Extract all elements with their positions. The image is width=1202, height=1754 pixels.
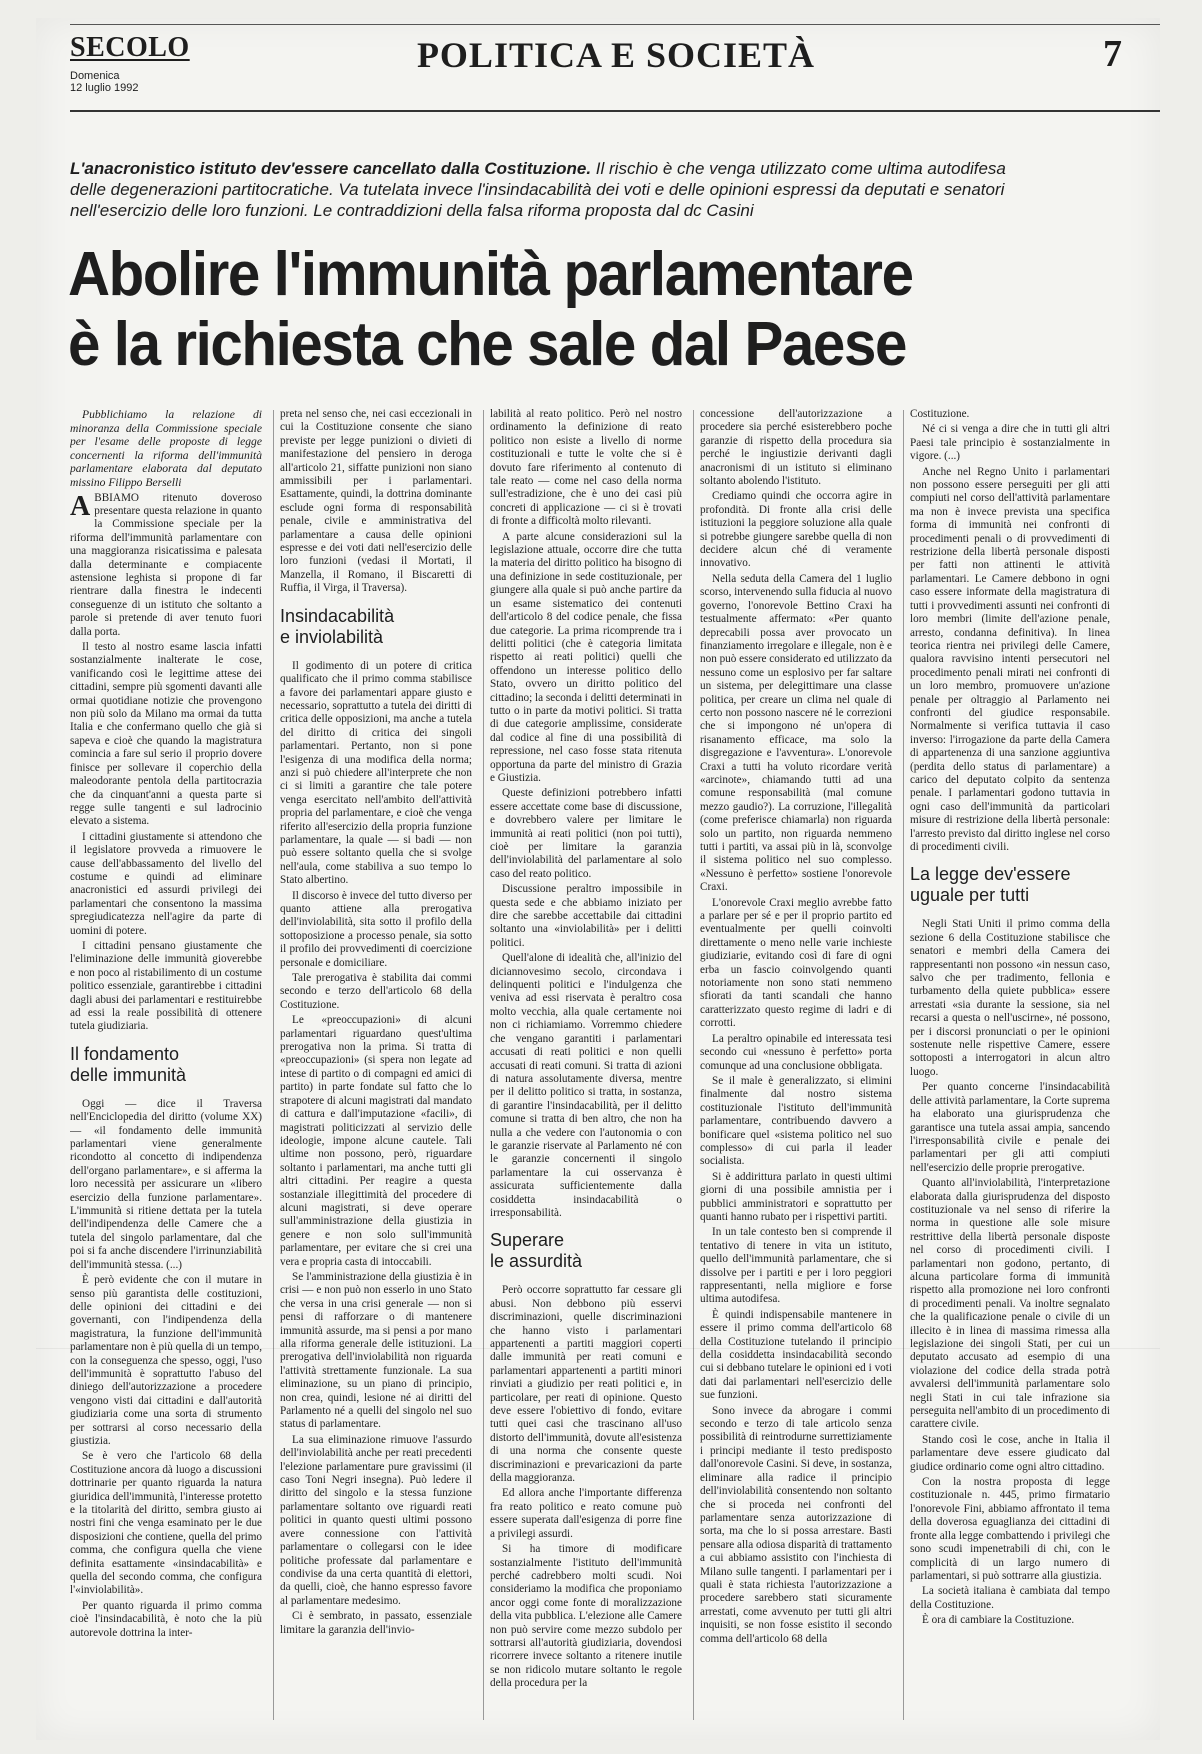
article-paragraph: La sua eliminazione rimuove l'assurdo dell'inviolabilità anche per reati precedenti l'elezione parlamentare pure gravissimi (il caso Toni Negri insegna). Può ledere il diritto del singolo e la stessa funzione parlamentare soltanto ove riguardi reati politici in quanto questi ultimi possono avere connessione con l'attività parlamentare o collegarsi con le idee politiche professate dal parlamentare e condivise da una certa quantità di elettori, da quelli, cioè, che hanno espresso favore al parlamentare medesimo. <box>280 1433 472 1607</box>
article-paragraph: Se l'amministrazione della giustizia è in crisi — e non può non esserlo in uno Stato che versa in una crisi generale — non si pensi di rafforzare o di mantenere immunità assurde, ma si pensi a por mano alla riforma generale delle istituzioni. La prerogativa dell'inviolabilità non riguarda l'attività strettamente funzionale. La sua eliminazione, su un piano di principio, non crea, quindi, lesione né ai diritti del Parlamento né a quelli del singolo nel suo status di parlamentare. <box>280 1270 472 1431</box>
article-paragraph: I cittadini giustamente si attendono che il legislatore provveda a rimuovere le cause dell'abbassamento del livello del costume e quindi ad eliminare anacronistici ed assurdi privilegi dei parlamentari che consentono la massima spregiudicatezza nell'agire da parte di uomini di potere. <box>70 830 262 937</box>
column-rule <box>483 410 484 1720</box>
page-number: 7 <box>1103 33 1122 75</box>
subheading-line: Insindacabilità <box>280 605 395 626</box>
subheading-line: delle immunità <box>70 1064 187 1085</box>
article-paragraph: Ed allora anche l'importante differenza fra reato politico e reato comune può essere superata dall'esigenza di porre fine a privilegi assurdi. <box>490 1487 682 1540</box>
article-paragraph: labilità al reato politico. Però nel nostro ordinamento la definizione di reato politico non esiste a livello di norme costituzionali e tutte le volte che si è dovuto fare riferimento al contenuto di tale reato — come nel caso della norma sull'estradizione, che è uno dei casi più concreti di applicazione — ci si è trovati di fronte a difficoltà molto rilevanti. <box>490 408 682 528</box>
article-paragraph: L'onorevole Craxi meglio avrebbe fatto a parlare per sé e per il proprio partito ed eventualmente per quelli coinvolti direttamente o meno nelle varie inchieste giudiziarie, evitando così di fare di ogni erba un fascio coinvolgendo quanti notoriamente non sono stati nemmeno sfiorati da tanti scandali che hanno caratterizzato questo regime di ladri e di corrotti. <box>700 896 892 1030</box>
article-paragraph: Il testo al nostro esame lascia infatti sostanzialmente inalterate le cose, vanificando così le legittime attese dei cittadini, sempre più sgomenti davanti alle ormai quotidiane notizie che provengono non più solo da Milano ma ormai da tutta Italia e che confermano quello che già si sapeva e cioè che quando la magistratura comincia a fare sul serio il proprio dovere finisce per sollevare il coperchio della maleodorante pentola della partitocrazia che da cinquant'anni a questa parte si regge sulle tangenti e sul ladrocinio elevato a sistema. <box>70 641 262 828</box>
article-column-2 <box>280 408 472 1726</box>
article-paragraph: Però occorre soprattutto far cessare gli abusi. Non debbono più esservi discriminazioni, quelle discriminazioni che hanno visto i parlamentari appartenenti a partiti maggiori coperti dalle immunità per reati comuni e parlamentari appartenenti a partiti minori rinviati a giudizio per reati politici e, in particolare, per reati di opinione. Questo deve essere l'obiettivo di fondo, evitare tutti quei casi che trascinano all'uso distorto dell'immunità, dovute all'esistenza di una norma che consente queste discriminazioni e prevaricazioni da parte della maggioranza. <box>490 1284 682 1485</box>
article-paragraph: Nella seduta della Camera del 1 luglio scorso, intervenendo sulla fiducia al nuovo governo, l'onorevole Bettino Craxi ha testualmente affermato: «Per quanto deprecabili possa aver provocato un finanziamento irregolare e illegale, non è e non può essere considerato ed utilizzato da nessuno come un esplosivo per far saltare un sistema, per delegittimare una classe politica, per creare un clima nel quale di certo non possono nascere né le correzioni che si impongono né un'opera di risanamento efficace, ma solo la disgregazione e l'avventura». L'onorevole Craxi a tutti ha voluto ricordare verità «arcinote», chiamando tutti ad una comune responsabilità (mal comune mezzo gaudio?). La corruzione, l'illegalità (come preferisce chiamarla) non riguarda solo un partito, non riguarda nemmeno tutti i partiti, va assai più in là, sconvolge il sistema politico nel suo complesso. «Nessuno è perfetto» sostiene l'onorevole Craxi. <box>700 572 892 894</box>
article-intro: Pubblichiamo la relazione di minoranza della Commissione speciale per l'esame delle proposte di legge concernenti la riforma dell'immunità parlamentare elaborata dal deputato missino Filippo Berselli <box>70 408 262 489</box>
subheading-line: uguale per tutti <box>910 885 1030 906</box>
article-paragraph: preta nel senso che, nei casi eccezionali in cui la Costituzione consente che siano previste per legge punizioni o divieti di manifestazione del pensiero in deroga all'articolo 21, siffatte punizioni non siano ammissibili per i parlamentari. Esattamente, quindi, la dottrina dominante esclude ogni forma di responsabilità penale, civile e amministrativa del parlamentare a causa delle opinioni espresse e dei voti dati nell'esercizio delle loro funzioni (vedasi il Mortati, il Manzella, il Romano, il Biscaretti di Ruffia, il Virga, il Traversa). <box>280 408 472 595</box>
article-paragraph: A parte alcune considerazioni sul la legislazione attuale, occorre dire che tutta la materia del diritto politico ha bisogno di una definizione in sede costituzionale, per giungere alla quale si può anche partire da un esame sistematico dei contenuti dell'articolo 8 del codice penale, che fissa due categorie. La prima ricomprende tra i delitti politici (che è categoria limitata rispetto ai reati politici) quelli che offendono un interesse politico dello Stato, ovvero un diritto politico del cittadino; la seconda i delitti determinati in tutto o in parte da motivi politici. Si tratta di due categorie amplissime, considerate dal codice al fine di una possibilità di repressione, nel caso fosse stata ritenuta opportuna da parte del ministro di Grazia e Giustizia. <box>490 530 682 784</box>
article-paragraph: Se il male è generalizzato, si elimini finalmente dal nostro sistema costituzionale l'istituto dell'immunità parlamentare, contribuendo davvero a bonificare quel «sistema politico nel suo complesso» di cui parla il leader socialista. <box>700 1074 892 1168</box>
column-rule <box>693 410 694 1720</box>
article-paragraph: Anche nel Regno Unito i parlamentari non possono essere perseguiti per gli atti compiuti nel corso dell'attività parlamentare ma non è invece prevista una specifica forma di immunità nei confronti di procedimenti penali o di provvedimenti di restrizione della libertà personale disposti per fatti non attinenti le attività parlamentari. Le Camere debbono in ogni caso essere informate della magistratura di tutti i provvedimenti assunti nei confronti di loro membri (limite dell'azione penale, arresto, condanna definitiva). In linea teorica rientra nei privilegi delle Camere, qualora ravvisino intenti persecutori nel procedimento penali mirati nei confronti di un loro membro, promuovere un'azione penale per oltraggio al Parlamento nei confronti del giudice responsabile. Normalmente si verifica tuttavia il caso inverso: l'irrogazione da parte della Camera di appartenenza di una sanzione aggiuntiva (perdita dello status di parlamentare) a carico del deputato colpito da sentenza penale. I parlamentari godono tuttavia in ogni caso dell'immunità da particolari misure di restrizione della libertà personale: l'arresto previsto dal diritto inglese nel corso di procedimenti civili. <box>910 465 1110 853</box>
article-paragraph: Tale prerogativa è stabilita dai commi secondo e terzo dell'articolo 68 della Costituzione. <box>280 972 472 1011</box>
article-paragraph: Crediamo quindi che occorra agire in profondità. Di fronte alla crisi delle istituzioni la peggiore soluzione alla quale si potrebbe giungere sarebbe quella di non decidere alcun ché di veramente innovativo. <box>700 490 892 570</box>
masthead-name: SECOLO <box>70 32 190 63</box>
headline-line-2: è la richiesta che sale dal Paese <box>68 310 906 379</box>
article-paragraph: Si ha timore di modificare sostanzialmente l'istituto dell'immunità perché cadrebbero molti scudi. Noi consideriamo la modifica che proponiamo ancor oggi come fonte di moralizzazione della vita pubblica. L'elezione alle Camere non può servire come mezzo subdolo per sottrarsi all'autorità giudiziaria, dovendosi ricorrere invece soltanto a ritenere inutile se non ridicolo mutare soltanto le regole della procedura per la <box>490 1543 682 1690</box>
article-paragraph: Si è addirittura parlato in questi ultimi giorni di una possibile amnistia per i pubblici amministratori e soprattutto per quanti hanno rubato per i rispettivi partiti. <box>700 1170 892 1223</box>
subheading-line: e inviolabilità <box>280 626 384 647</box>
article-paragraph: Le «preoccupazioni» di alcuni parlamentari riguardano quest'ultima prerogativa non la prima. Si tratta di «preoccupazioni» (si spera non legate ad intese di partito o di compagni ed amici di partito) in parte fondate sul fatto che lo strapotere di alcuni magistrati dal mandato di cattura e dall'imputazione «facili», di magistrati politicizzati al servizio delle ideologie, impone alcune cautele. Tali ultime non possono, però, riguardare soltanto i parlamentari, ma anche tutti gli altri cittadini. Per reagire a questa sostanziale illegittimità del procedere di alcuni magistrati, si deve operare sull'amministrazione della giustizia in genere e non solo sull'immunità parlamentare, per evitare che si crei una vera e propria casta di intoccabili. <box>280 1014 472 1268</box>
subheading-fondamento <box>70 1044 262 1086</box>
subheading-line: La legge dev'essere <box>910 864 1071 885</box>
subheading-legge-uguale <box>910 864 1110 906</box>
article-paragraph: È quindi indispensabile mantenere in essere il primo comma dell'articolo 68 della Costituzione tutelando il principio della cosiddetta insindacabilità secondo cui si debbano tutelare le opinioni ed i voti dati dai parlamentari nell'esercizio delle sue funzioni. <box>700 1308 892 1402</box>
article-paragraph: In un tale contesto ben si comprende il tentativo di tenere in vita un istituto, quello dell'immunità parlamentare, che si dissolve per i partiti e per i loro peggiori rappresentanti, nella migliore e forse ultima autodifesa. <box>700 1226 892 1306</box>
date-weekday: Domenica <box>70 70 120 82</box>
article-paragraph: Costituzione. <box>910 408 970 420</box>
article-paragraph: Ci è sembrato, in passato, essenziale limitare la garanzia dell'invio- <box>280 1610 472 1636</box>
article-column-3 <box>490 408 682 1726</box>
dropcap: A <box>70 490 91 522</box>
article-paragraph: concessione dell'autorizzazione a procedere sia perché esisterebbero poche garanzie di rispetto della procedura sia perché le ingiustizie derivanti dagli anacronismi di un istituto si eliminano soltanto abolendo l'istituto. <box>700 408 892 488</box>
article-paragraph: La peraltro opinabile ed interessata tesi secondo cui «nessuno è perfetto» porta comunque ad una conclusione obbligata. <box>700 1032 892 1072</box>
article-paragraph: I cittadini pensano giustamente che l'eliminazione delle immunità gioverebbe e non poco al ristabilimento di un costume politico essenziale, garantirebbe i cittadini dagli abusi dei parlamentari e restituirebbe ad essi la reale possibilità di ottenere tutela giudiziaria. <box>70 939 262 1033</box>
article-paragraph: Sono invece da abrogare i commi secondo e terzo di tale articolo senza possibilità di reintrodurne surrettiziamente i principi mediante il testo predisposto dall'onorevole Casini. Si deve, in sostanza, eliminare alla radice il principio dell'inviolabilità consentendo non soltanto che si proceda nei confronti del parlamentare senza autorizzazione di sorta, ma che lo si possa arrestare. Basti pensare alla odiosa disparità di trattamento a cui abbiamo assistito con l'inchiesta di Milano sulle tangenti. I parlamentari per i quali è stata richiesta l'autorizzazione a procedere sarebbero stati sicuramente arrestati, come avvenuto per tutti gli altri inquisiti, se non fosse esistito il secondo comma dell'articolo 68 della <box>700 1404 892 1645</box>
article-opening-text: BBIAMO ritenuto doveroso presentare questa relazione in quanto la Commissione speciale per la riforma dell'immunità parlamentare con una maggioranza risicatissima e palesata dalla determinante e compiacente astensione leghista si propone di far rientrare dalla finestra le indecenti conseguenze di un istituto che soltanto a parole si pretende di aver tenuto fuori dalla porta. <box>70 491 262 638</box>
subheading-superare <box>490 1230 682 1272</box>
headline <box>68 240 1083 380</box>
article-paragraph: Con la nostra proposta di legge costituzionale n. 445, primo firmatario l'onorevole Fini, abbiamo affrontato il tema della doverosa eguaglianza dei cittadini di fronte alla legge combattendo i privilegi che sono scudi impenetrabili di chi, con le complicità di un largo numero di parlamentari, si può sottrarre alla giustizia. <box>910 1476 1110 1582</box>
article-paragraph: È ora di cambiare la Costituzione. <box>922 1614 1075 1627</box>
paper-fold <box>36 1348 1160 1349</box>
article-paragraph <box>70 492 262 639</box>
date-full: 12 luglio 1992 <box>70 82 139 94</box>
kicker <box>70 158 1020 221</box>
article-paragraph: Negli Stati Uniti il primo comma della sezione 6 della Costituzione stabilisce che senatori e membri della Camera dei rappresentanti non possono «in nessun caso, salvo che per tradimento, fellonia e turbamento della quiete pubblica» essere arrestati «sia durante la sessione, sia nel recarsi a questa o nell'uscirne», né possono, per i discorsi pronunciati o per le opinioni sostenute nelle rispettive Camere, essere sottoposti a interrogatori in alcun altro luogo. <box>910 918 1110 1078</box>
article-paragraph: Discussione peraltro impossibile in questa sede e che abbiamo iniziato per dire che sarebbe accettabile dai cittadini soltanto una «inviolabilità» per i delitti politici. <box>490 883 682 949</box>
article-paragraph: Se è vero che l'articolo 68 della Costituzione ancora dà luogo a discussioni dottrinarie per quanto riguarda la natura giuridica dell'immunità, l'interesse protetto e la titolarità del diritto, sembra giusto ai nostri fini che venga esaminato per le due disposizioni che contiene, quella del primo comma, che configura quella che viene definita esattamente «insindacabilità» e quella del secondo comma, che configura l'«inviolabilità». <box>70 1450 262 1597</box>
subheading-line: le assurdità <box>490 1251 583 1272</box>
subheading-line: Il fondamento <box>70 1043 180 1064</box>
header-rule <box>70 110 1160 112</box>
article-column-1 <box>70 408 262 1726</box>
top-rule <box>70 24 1160 25</box>
article-paragraph: Il godimento di un potere di critica qualificato che il primo comma stabilisce a favore dei parlamentari appare giusto e necessario, soprattutto a tutela dei diritti di critica delle opposizioni, ma anche a tutela del diritto di critica dei singoli parlamentari. Pertanto, non si pone l'esigenza di una modifica della norma; anzi si può chiedere all'interprete che non ci si limiti a garantire che tale potere venga esercitato nell'ambito dell'attività propria del parlamentare, e cioè che venga riferito all'esercizio della propria funzione parlamentare, la quale — si badi — non può essere soltanto quella che si svolge nell'aula, come stabiliva a suo tempo lo Stato albertino. <box>280 659 472 887</box>
subheading-insindacabilita <box>280 606 472 648</box>
masthead-date <box>70 70 190 94</box>
article-paragraph: Il discorso è invece del tutto diverso per quanto attiene alla prerogativa dell'inviolabilità, sita sotto il profilo della sottoposizione a processo penale, sia sotto il profilo dei provvedimenti di coercizione personale e domiciliare. <box>280 889 472 969</box>
article-paragraph: Per quanto riguarda il primo comma cioè l'insindacabilità, è noto che la più autorevole dottrina la inter- <box>70 1599 262 1639</box>
article-paragraph: Queste definizioni potrebbero infatti essere accettate come base di discussione, e dovrebbero valere per limitare le immunità ai reati politici (non poi tutti), cioè per limitare la garanzia dell'inviolabilità del parlamentare al solo caso del reato politico. <box>490 787 682 880</box>
article-column-5 <box>910 408 1110 1726</box>
article-paragraph: Quell'alone di idealità che, all'inizio del diciannovesimo secolo, circondava i delinquenti politici e l'indulgenza che veniva ad essi riservata è peraltro cosa molto vecchia, alla quale certamente noi non ci richiamiamo. Vorremmo chiedere che vengano garantiti i parlamentari accusati di reati politici e non quelli accusati di reati comuni. Si tratta di azioni di natura assolutamente diversa, mentre per il delitto politico si tratta, in sostanza, di garantire l'insindacabilità, per il delitto comune si tratta di ben altro, che non ha nulla a che vedere con l'autonomia o con le garanzie riservate al Parlamento né con le garanzie concernenti il singolo parlamentare la cui osservanza è assicurata sufficientemente dalla cosiddetta insindacabilità o irresponsabilità. <box>490 952 682 1219</box>
section-title: POLITICA E SOCIETÀ <box>416 35 816 75</box>
column-rule <box>273 410 274 1720</box>
article-paragraph: Oggi — dice il Traversa nell'Enciclopedia del diritto (volume XX) — «il fondamento delle immunità parlamentari viene generalmente ricondotto al concetto di indipendenza dell'organo parlamentare», e si afferma la loro necessità per assicurare un «libero esercizio della funzione parlamentare». L'immunità si ritiene dettata per la tutela dell'indipendenza delle Camere che a tutela del singolo parlamentare, dal che poi si fa anche discendere l'irrinunziabilità dell'immunità stessa. (...) <box>70 1097 262 1271</box>
headline-line-1: Abolire l'immunità parlamentare <box>68 240 913 309</box>
kicker-lead: L'anacronistico istituto dev'essere cancellato dalla Costituzione. <box>70 159 592 178</box>
article-paragraph: È però evidente che con il mutare in senso più garantista delle costituzioni, delle opinioni dei cittadini e dei governanti, con l'indipendenza della magistratura, la funzione dell'immunità parlamentare non è più quella di un tempo, con la conseguenza che spesso, oggi, l'uso dell'immunità è soprattutto l'abuso del diniego dell'autorizzazione a procedere vengono visti dai cittadini e dall'autorità giudiziaria come una sorta di strumento per sottrarsi al corso necessario della giustizia. <box>70 1274 262 1447</box>
kicker-text: Il rischio è che venga utilizzato come ultima autodifesa delle degenerazioni partitocratiche. Va tutelata invece l'insindacabilità dei voti e delle opinioni espressi da deputati e senatori nell'esercizio delle loro funzioni. Le contraddizioni della falsa riforma proposta dal dc Casini <box>70 159 1006 220</box>
article-paragraph: Per quanto concerne l'insindacabilità delle attività parlamentare, la Corte suprema ha elaborato una giurisprudenza che garantisce una tutela assai ampia, sancendo l'irresponsabilità civile e penale dei parlamentari per gli atti compiuti nell'esercizio delle proprie prerogative. <box>910 1081 1110 1174</box>
column-rule <box>903 410 904 1720</box>
article-paragraph: La società italiana è cambiata dal tempo della Costituzione. <box>910 1585 1110 1611</box>
subheading-line: Superare <box>490 1230 565 1251</box>
article-column-4 <box>700 408 892 1726</box>
newspaper-page <box>36 18 1160 1740</box>
article-paragraph: Quanto all'inviolabilità, l'interpretazione elaborata dalla giurisprudenza del disposto costituzionale va nel senso di riferire la norma in questione alle sole misure restrittive della libertà personale disposte nel corso di procedimenti civili. I parlamentari non godono, pertanto, di alcuna particolare forma di immunità rispetto alla promozione nei loro confronti di procedimenti penali. Va inoltre segnalato che la qualificazione penale o civile di un illecito è in linea di massima rimessa alla legislazione dei singoli Stati, per cui un deputato accusato ad esempio di una violazione del codice della strada potrà avvalersi dell'immunità parlamentare solo negli Stati in cui tale infrazione sia perseguita nell'ambito di un procedimento di carattere civile. <box>910 1177 1110 1431</box>
article-paragraph: Né ci si venga a dire che in tutti gli altri Paesi tale principio è sostanzialmente in vigore. (...) <box>910 423 1110 463</box>
article-paragraph: Stando così le cose, anche in Italia il parlamentare deve essere giudicato dal giudice ordinario come ogni altro cittadino. <box>910 1433 1110 1473</box>
